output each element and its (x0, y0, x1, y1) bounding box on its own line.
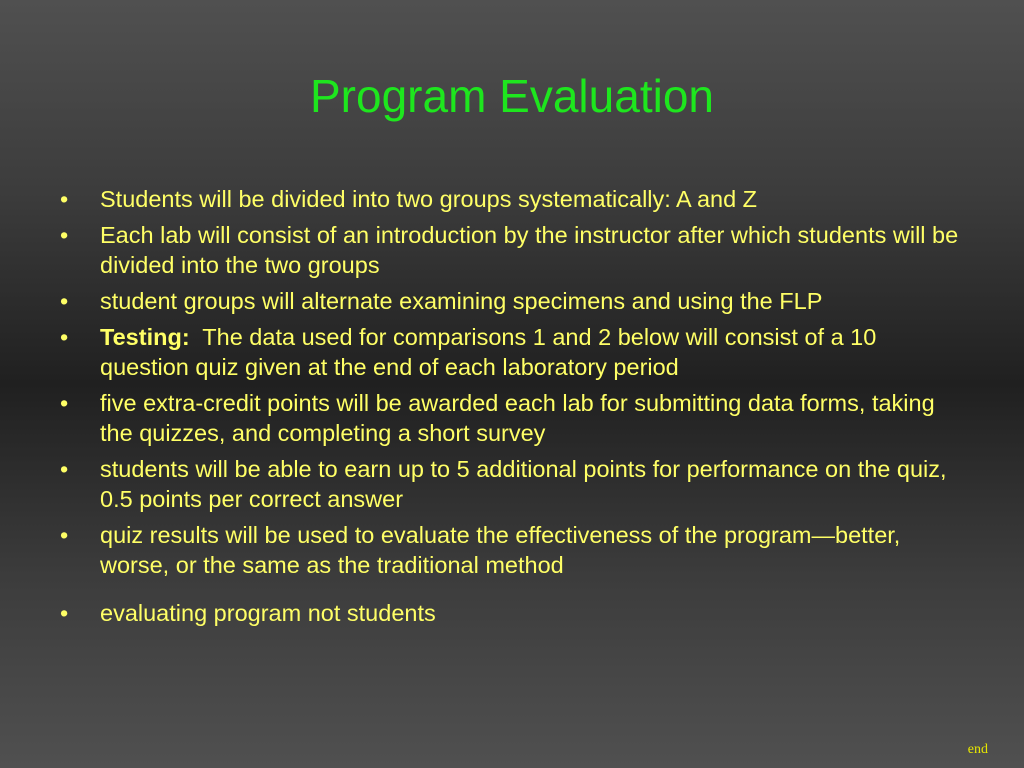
bullet-text: evaluating program not students (100, 600, 436, 626)
bullet-dot-icon: • (60, 390, 69, 416)
bullet-item (60, 520, 960, 580)
bullet-dot-icon: • (60, 288, 69, 314)
bullet-item (60, 286, 960, 316)
bullet-list (60, 184, 960, 634)
bullet-text: five extra-credit points will be awarded each lab for submitting data forms, taking the quizzes, and completing a short survey (100, 390, 935, 446)
bullet-dot-icon: • (60, 324, 69, 350)
bullet-text: The data used for comparisons 1 and 2 below will consist of a 10 question quiz given at the end of each laboratory period (100, 324, 877, 380)
bullet-item (60, 220, 960, 280)
end-link[interactable]: end (967, 742, 988, 757)
bullet-dot-icon: • (60, 222, 69, 248)
bullet-item (60, 184, 960, 214)
bullet-dot-icon: • (60, 600, 69, 626)
bullet-item (60, 322, 960, 382)
bullet-dot-icon: • (60, 522, 69, 548)
bullet-item (60, 454, 960, 514)
bullet-text: Students will be divided into two groups systematically: A and Z (100, 186, 758, 212)
bullet-item (60, 598, 960, 628)
bullet-text: student groups will alternate examining specimens and using the FLP (100, 288, 823, 314)
bullet-label: Testing: (100, 324, 190, 350)
bullet-dot-icon: • (60, 186, 69, 212)
bullet-text: Each lab will consist of an introduction by the instructor after which students will be divided into the two groups (100, 222, 959, 278)
bullet-text: quiz results will be used to evaluate the effectiveness of the program—better, worse, or the same as the traditional method (100, 522, 901, 578)
bullet-dot-icon: • (60, 456, 69, 482)
bullet-text: students will be able to earn up to 5 additional points for performance on the quiz, 0.5 points per correct answer (100, 456, 947, 512)
bullet-item (60, 388, 960, 448)
slide-title: Program Evaluation (310, 70, 714, 122)
